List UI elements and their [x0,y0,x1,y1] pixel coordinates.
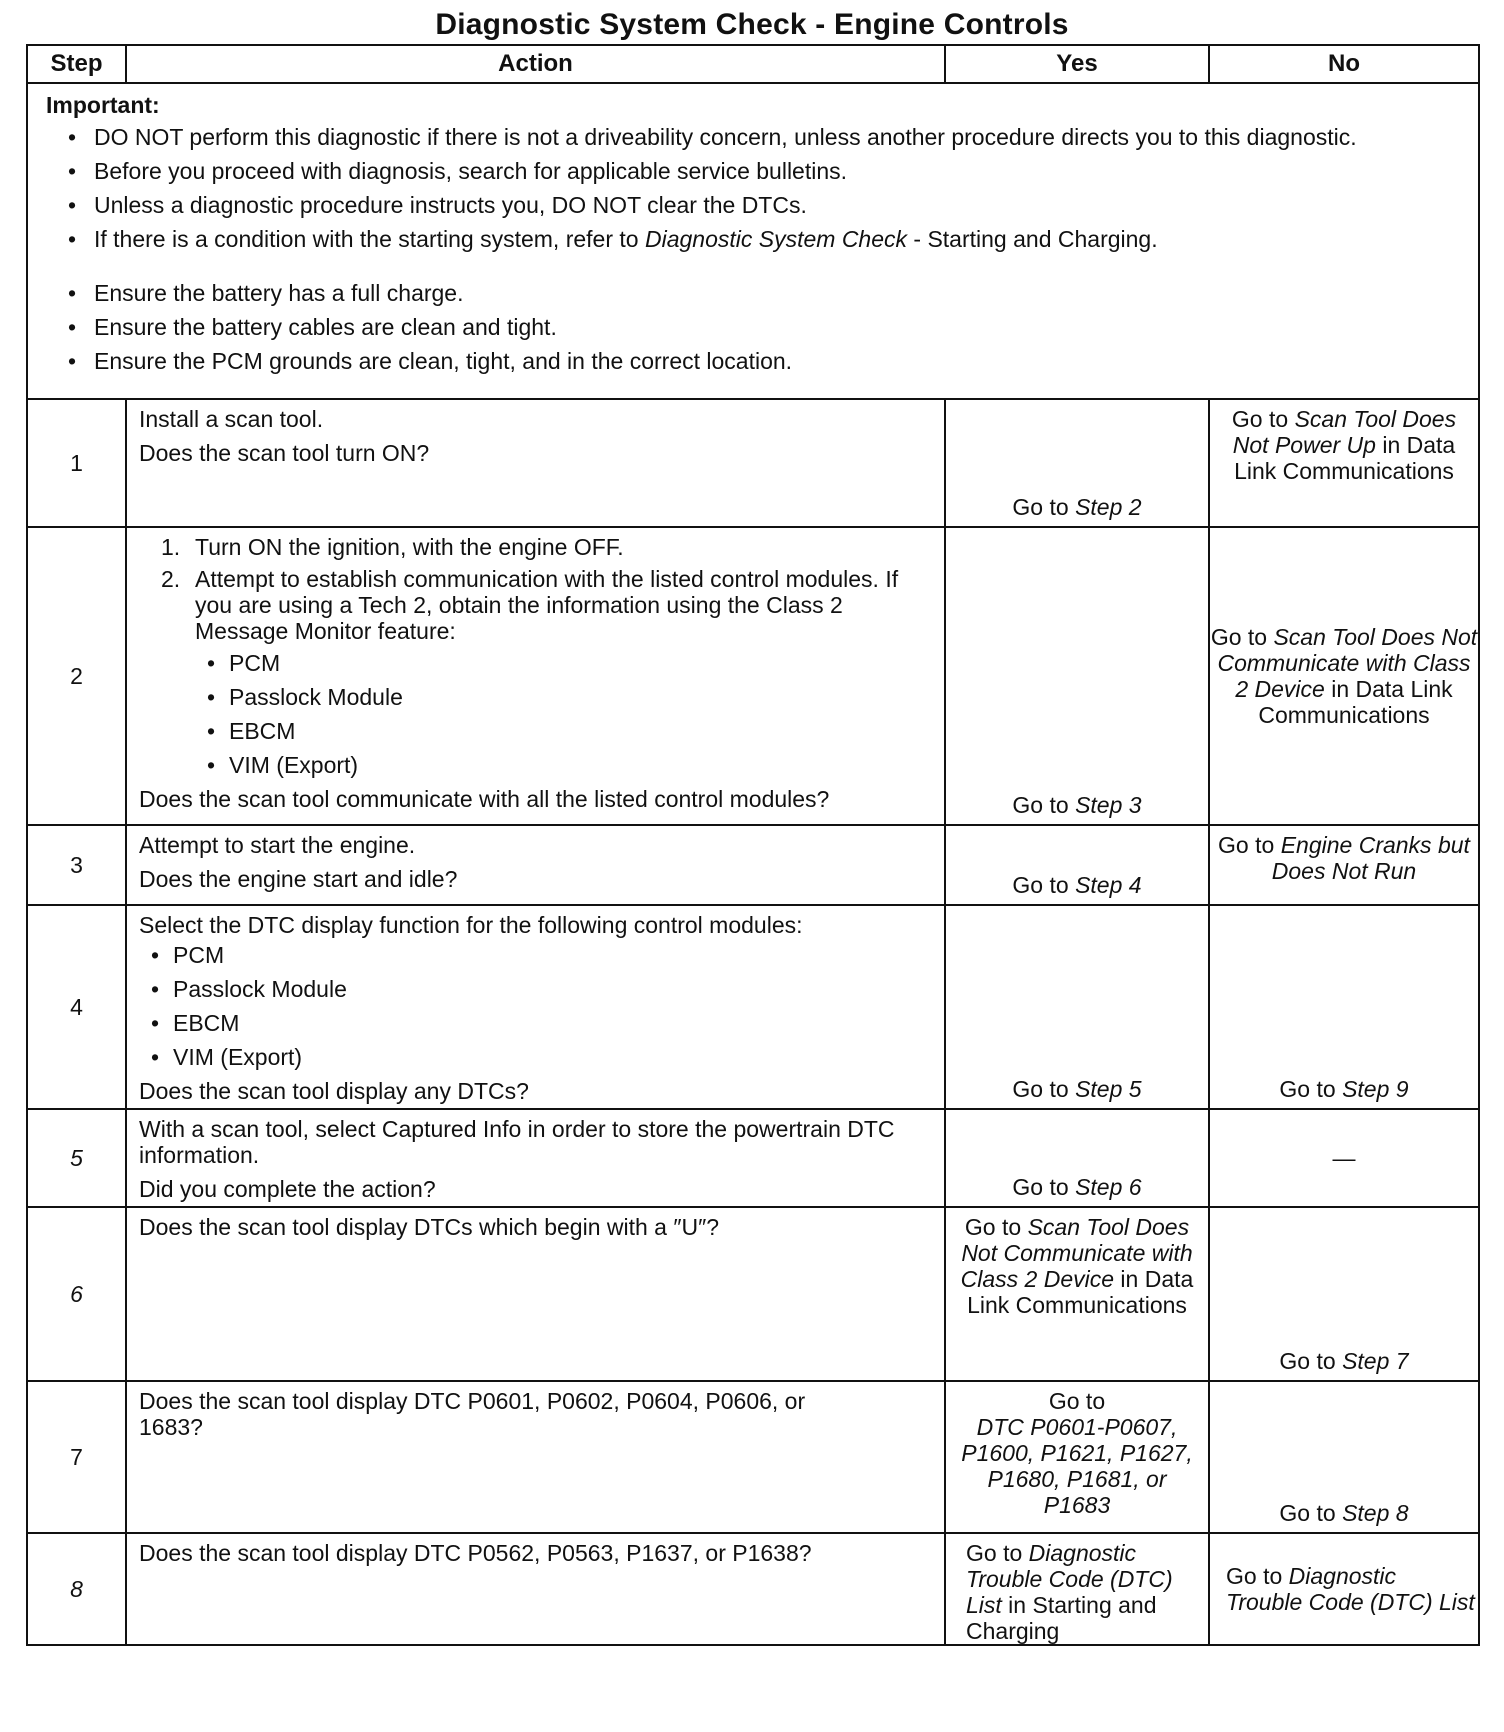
header-no: No [1209,45,1479,83]
step-no: Go to Engine Cranks but Does Not Run [1209,825,1479,905]
header-step: Step [27,45,126,83]
step-action: With a scan tool, select Captured Info in order to store the powertrain DTC information. Did you complete the action? [126,1109,945,1207]
step-action: Install a scan tool. Does the scan tool turn ON? [126,399,945,527]
step-yes: Go to Step 5 [945,905,1209,1109]
step-number: 3 [27,825,126,905]
step-action: Attempt to start the engine. Does the engine start and idle? [126,825,945,905]
step-number: 8 [27,1533,126,1645]
step-number: 6 [27,1207,126,1381]
step-action: Does the scan tool display DTCs which begin with a ″U″? [126,1207,945,1381]
header-action: Action [126,45,945,83]
step-row-2 [27,527,1479,825]
important-label: Important: [46,92,160,118]
step-no: Go to Scan Tool Does Not Communicate with Class 2 Device in Data Link Communications [1209,527,1479,825]
step-row-6 [27,1207,1479,1381]
step-number: 1 [27,399,126,527]
important-bullet: • If there is a condition with the starting system, refer to Diagnostic System Check - Starting and Charging. [46,226,1460,252]
step-row-1 [27,399,1479,527]
step-no: — [1209,1109,1479,1207]
step-row-5 [27,1109,1479,1207]
step-number: 7 [27,1381,126,1533]
page-title: Diagnostic System Check - Engine Controls [435,8,1069,41]
header-row [27,45,1479,83]
step-number: 4 [27,905,126,1109]
step-yes: Go to Step 4 [945,825,1209,905]
step-yes: Go to Step 3 [945,527,1209,825]
step-no: Go to Step 8 [1209,1381,1479,1533]
diagnostic-table [26,44,1480,1646]
reference-link: Diagnostic System Check [644,226,908,252]
important-bullet: • Unless a diagnostic procedure instructs you, DO NOT clear the DTCs. [46,192,1460,218]
step-yes: Go to DTC P0601-P0607, P1600, P1621, P1627, P1680, P1681, or P1683 [945,1381,1209,1533]
step-no: Go to Diagnostic Trouble Code (DTC) List [1209,1533,1479,1645]
step-number: 2 [27,527,126,825]
step-action: Does the scan tool display DTC P0601, P0602, P0604, P0606, or 1683? [126,1381,945,1533]
step-row-7 [27,1381,1479,1533]
step-action: Does the scan tool display DTC P0562, P0563, P1637, or P1638? [126,1533,945,1645]
important-bullet: • Ensure the battery cables are clean and tight. [46,314,1460,340]
important-bullet: • DO NOT perform this diagnostic if there is not a driveability concern, unless another procedure directs you to this diagnostic. [46,124,1460,150]
step-yes: Go to Step 2 [945,399,1209,527]
important-bullet: • Before you proceed with diagnosis, search for applicable service bulletins. [46,158,1460,184]
important-list [46,124,1460,252]
step-row-4 [27,905,1479,1109]
step-row-3 [27,825,1479,905]
step-number: 5 [27,1109,126,1207]
step-yes: Go to Scan Tool Does Not Communicate with Class 2 Device in Data Link Communications [945,1207,1209,1381]
important-list-2 [46,280,1460,374]
important-bullet: • Ensure the battery has a full charge. [46,280,1460,306]
header-yes: Yes [945,45,1209,83]
step-yes: Go to Diagnostic Trouble Code (DTC) List in Starting and Charging [945,1533,1209,1645]
important-bullet: • Ensure the PCM grounds are clean, tight, and in the correct location. [46,348,1460,374]
step-no: Go to Scan Tool Does Not Power Up in Data Link Communications [1209,399,1479,527]
step-no: Go to Step 7 [1209,1207,1479,1381]
step-action: 1. Turn ON the ignition, with the engine OFF. 2. Attempt to establish communication with the listed control modules. If you are using a Tech 2, obtain the information using the Class 2 Message Monitor feature: • PCM • Passlock Module • EBCM • VIM (Export) Does the scan tool communicate with all the listed control modules? [126,527,945,825]
important-row [27,83,1479,399]
step-row-8 [27,1533,1479,1645]
step-action: Select the DTC display function for the following control modules: • PCM • Passlock Module • EBCM • VIM (Export) Does the scan tool display any DTCs? [126,905,945,1109]
step-yes: Go to Step 6 [945,1109,1209,1207]
step-no: Go to Step 9 [1209,905,1479,1109]
